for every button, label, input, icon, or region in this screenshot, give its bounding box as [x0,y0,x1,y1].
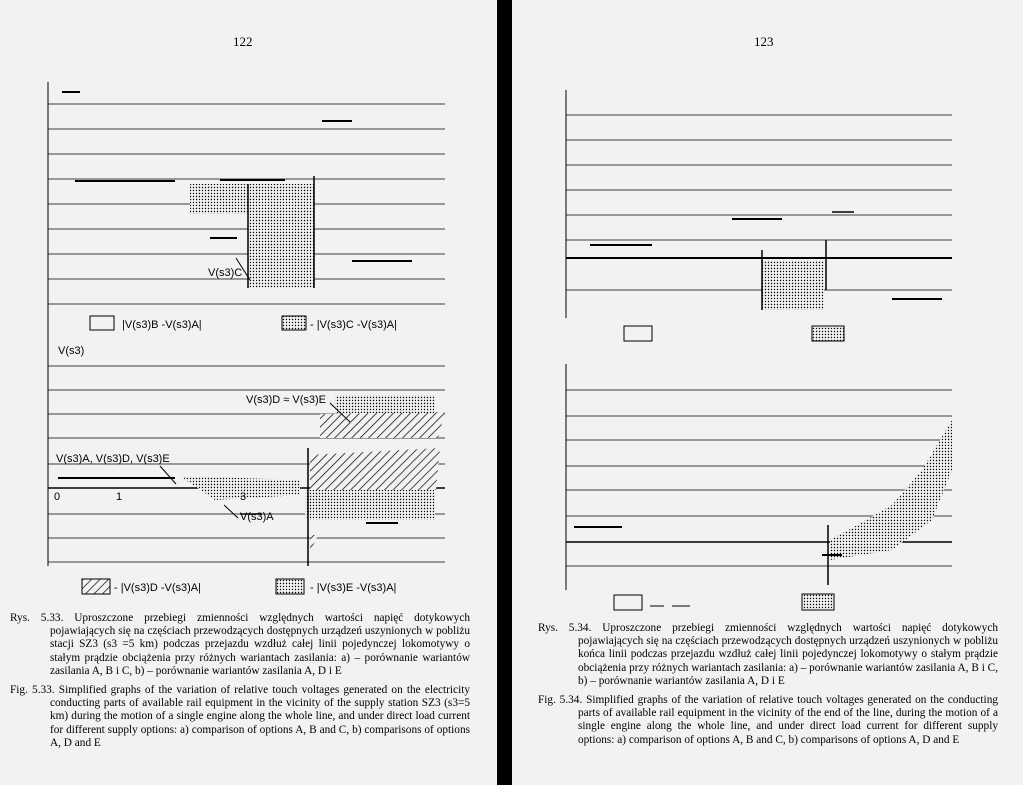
hatched-region-lower [310,448,440,490]
x-tick-0: 0 [54,491,61,503]
legend-swatch-dotted [282,316,306,330]
page-number-left: 122 [233,34,253,49]
dotted-region-upper [335,395,435,413]
legend-label-d-a: - |V(s3)D -V(s3)A| [114,582,201,594]
left-page [0,0,497,785]
legend-swatch-empty [90,316,114,330]
y-axis-label: V(s3) [58,345,85,357]
legend-swatch-dotted-right [812,326,844,341]
shaded-region-right-a [762,260,824,310]
legend-label-c-a: - |V(s3)C -V(s3)A| [310,319,397,331]
hatched-region-small [310,535,318,552]
shaded-region-b [190,184,248,214]
curve-label-vd-ve: V(s3)D ≈ V(s3)E [246,394,326,406]
panel-b-chart [48,343,445,594]
panel-b-chart-right [566,364,952,610]
legend-swatch-empty-right [624,326,652,341]
curve-label-vc: V(s3)C [208,267,243,279]
curve-label-va: V(s3)A [240,511,274,523]
legend-label-e-a: - |V(s3)E -V(s3)A| [310,582,397,594]
x-tick-1: 1 [116,491,123,503]
caption-polish-right: Rys. 5.34. Uproszczone przebiegi zmienności względnych wartości napięć dotykowych pojawiających się na częściach przewodzących dostępnych urządzeń uszynionych w pobliżu końca linii podczas przejazdu wzdłuż całej linii pojedynczej lokomotywy o stałym prądzie obciążenia przy różnych wariantach zasilania: a) – porównanie wariantów zasilania A, B i C, b) – porównanie wariantów zasilania A, D i E [538,622,999,687]
page-number-right: 123 [754,34,774,49]
hatched-region-upper [320,412,445,438]
caption-english-left: Fig. 5.33. Simplified graphs of the variation of relative touch voltages generated on the electricity conducting parts of available rail equipment in the vicinity of the supply station SZ3 (s3=5 km) during the motion of a single engine along the whole line, and under direct load current for different supply options: a) comparison of options A, B and C, b) comparisons of options A, D and E [10,684,470,749]
caption-english-right: Fig. 5.34. Simplified graphs of the variation of relative touch voltages generated on the conducting parts of available rail equipment in the vicinity of the end of the line, during the motion of a single engine along the whole line, and under direct load current for different supply options: a) comparison of options A, B and C, b) comparisons of options A, D and E [538,694,998,746]
legend-label-b-a: |V(s3)B -V(s3)A| [122,319,202,331]
legend-swatch-dotted-b [276,579,304,594]
legend-swatch-hatched [82,579,110,594]
dotted-region-lower [305,490,435,520]
panel-a-chart [48,82,445,346]
caption-block-left [10,612,470,756]
caption-block-right [538,622,998,753]
x-tick-3: 3 [240,491,247,503]
right-page [512,0,1023,785]
legend-swatch-dotted-right-b [802,594,834,610]
panel-a-chart-right [566,90,952,341]
shaded-region-c [248,184,314,288]
legend-swatch-empty-right-b [614,595,642,610]
caption-polish-left: Rys. 5.33. Uproszczone przebiegi zmienności względnych wartości napięć dotykowych pojawiających się na częściach przewodzących dostępnych urządzeń uszynionych w pobliżu stacji SZ3 (s3 =5 km) podczas przejazdu wzdłuż całej linii pojedynczej lokomotywy o stałym prądzie obciążenia przy różnych wariantach zasilania: a) – porównanie wariantów zasilania A, B i C, b) – porównanie wariantów zasilania A, D i E [10,612,470,677]
curve-label-va-vd-ve: V(s3)A, V(s3)D, V(s3)E [56,453,170,465]
